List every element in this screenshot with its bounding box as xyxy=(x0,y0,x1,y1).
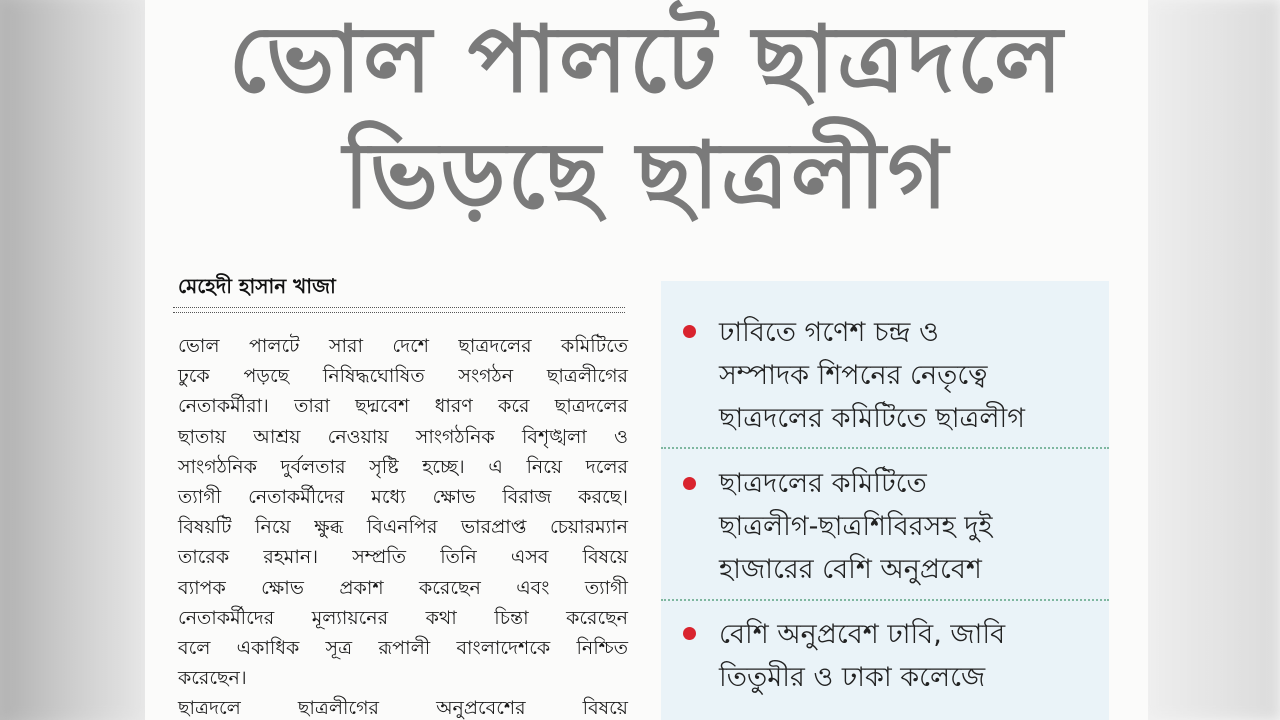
headline xyxy=(145,6,1148,246)
highlight-item xyxy=(661,615,1109,719)
headline-line-1: ভোল পালটে ছাত্রদলে xyxy=(228,6,1065,113)
bullet-dot-icon xyxy=(683,325,696,338)
byline: মেহেদী হাসান খাজা xyxy=(178,274,336,298)
article-line: ছাত্রদলে ছাত্রলীগের অনুপ্রবেশের বিষয়ে xyxy=(178,697,628,720)
highlights-sidebar xyxy=(661,281,1109,720)
article-line: ত্যাগী নেতাকর্মীদের মধ্যে ক্ষোভ বিরাজ করছে। xyxy=(178,486,628,509)
article-line: করেছেন। xyxy=(178,667,247,690)
article-line: ছাতায় আশ্রয় নেওয়ায় সাংগঠনিক বিশৃঙ্খলা ও xyxy=(178,425,628,448)
highlight-text: ঢাবিতে গণেশ চন্দ্র ও সম্পাদক শিপনের নেতৃত্বে ছাত্রদলের কমিটিতে ছাত্রলীগ xyxy=(719,317,1025,434)
article-line: বিষয়টি নিয়ে ক্ষুব্ধ বিএনপির ভারপ্রাপ্ত চেয়ারম্যান xyxy=(178,516,628,539)
byline-divider xyxy=(173,307,625,313)
highlight-item xyxy=(661,465,1109,601)
highlight-text: ছাত্রদলের কমিটিতে ছাত্রলীগ-ছাত্রশিবিরসহ দুই হাজারের বেশি অনুপ্রবেশ xyxy=(719,468,993,585)
article-line: সাংগঠনিক দুর্বলতার সৃষ্টি হচ্ছে। এ নিয়ে দলের xyxy=(178,455,628,478)
blurred-left-margin xyxy=(0,0,145,720)
headline-line-2: ভিড়ছে ছাত্রলীগ xyxy=(343,122,950,229)
blurred-right-margin xyxy=(1145,0,1280,720)
highlight-item xyxy=(661,311,1109,449)
article-line: ব্যাপক ক্ষোভ প্রকাশ করেছেন এবং ত্যাগী xyxy=(178,576,628,599)
bullet-dot-icon xyxy=(683,627,696,640)
article-line: ভোল পালটে সারা দেশে ছাত্রদলের কমিটিতে xyxy=(178,335,628,357)
bullet-dot-icon xyxy=(683,477,696,490)
article-line: নেতাকর্মীরা। তারা ছদ্মবেশ ধারণ করে ছাত্রদলের xyxy=(178,395,628,418)
article-line: নেতাকর্মীদের মূল্যায়নের কথা চিন্তা করেছেন xyxy=(178,606,628,629)
article-line: ঢুকে পড়ছে নিষিদ্ধঘোষিত সংগঠন ছাত্রলীগের xyxy=(178,365,628,388)
article-body xyxy=(178,331,628,720)
article-line: তারেক রহমান। সম্প্রতি তিনি এসব বিষয়ে xyxy=(178,546,628,569)
newspaper-clipping xyxy=(145,0,1148,720)
highlight-text: বেশি অনুপ্রবেশ ঢাবি, জাবি তিতুমীর ও ঢাকা কলেজে xyxy=(719,619,1006,693)
article-line: বলে একাধিক সূত্র রূপালী বাংলাদেশকে নিশ্চিত xyxy=(178,637,628,660)
